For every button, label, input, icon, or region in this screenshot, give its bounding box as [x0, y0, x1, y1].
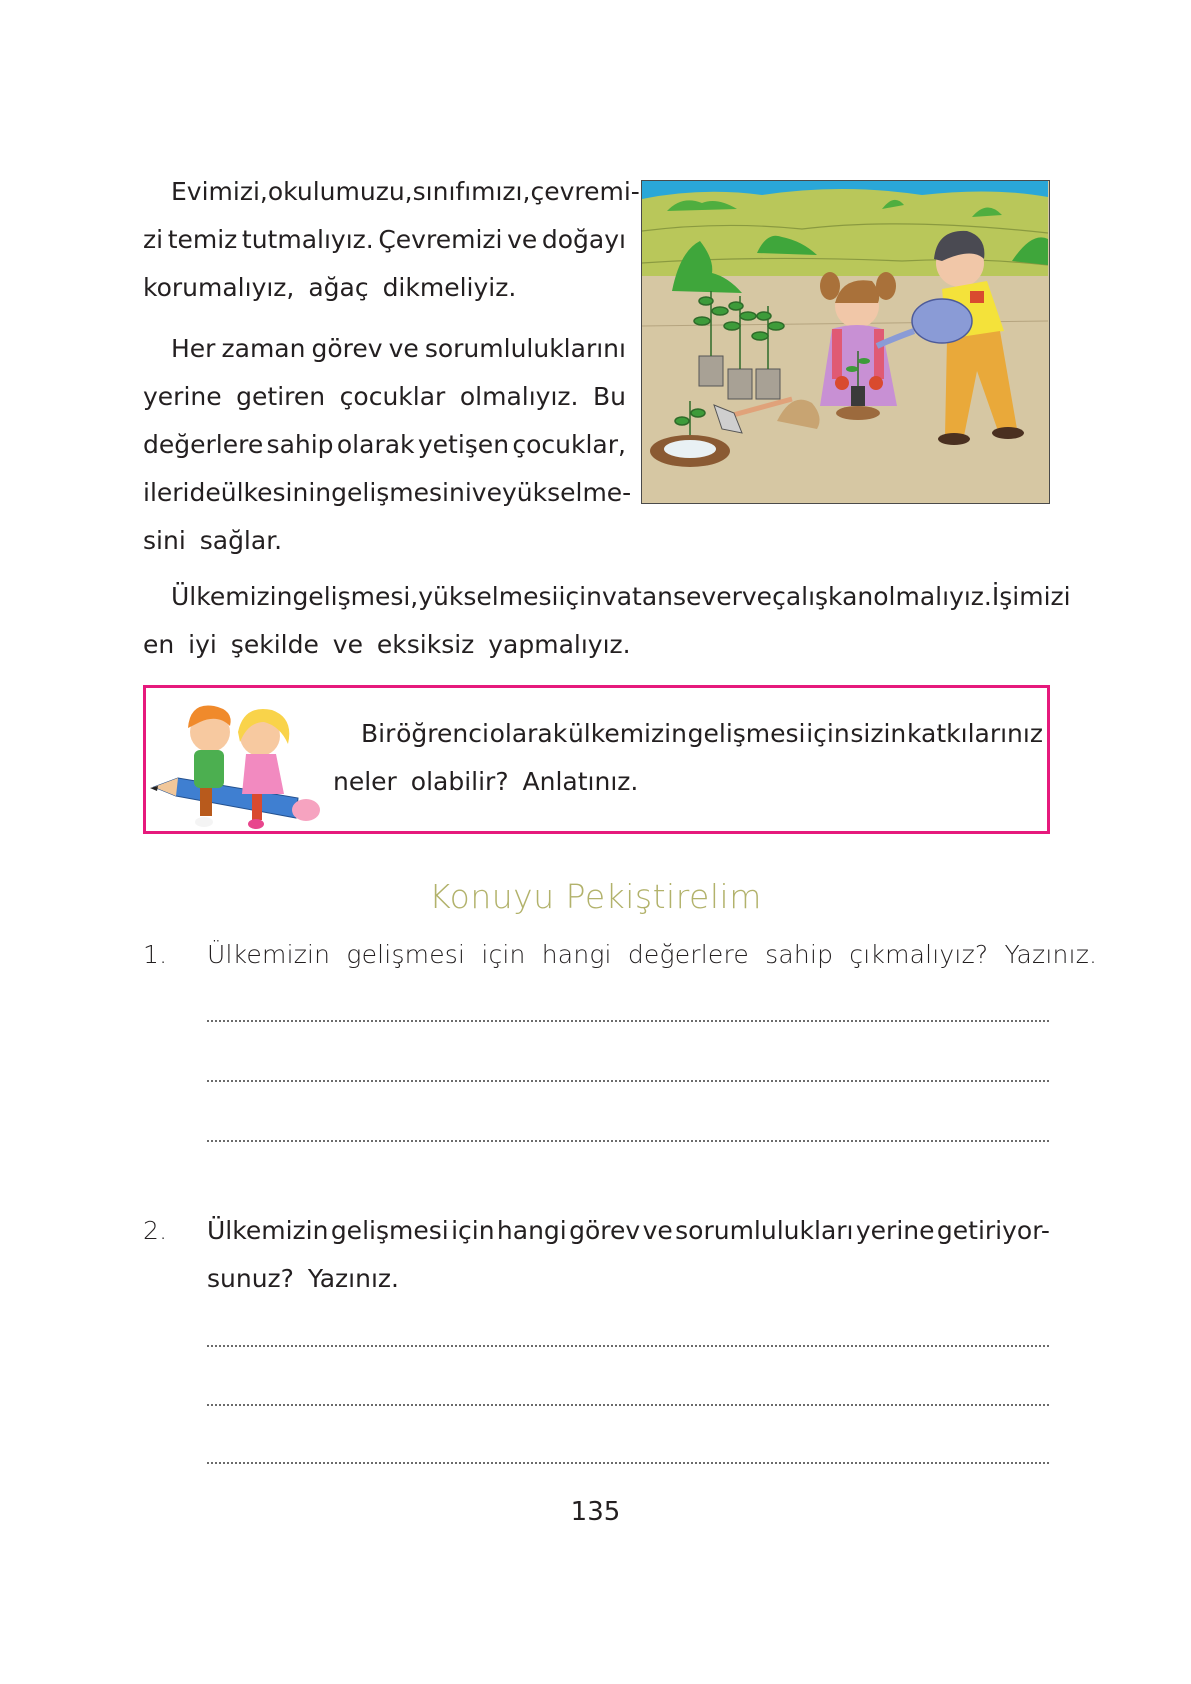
word: olmalıyız.: [459, 382, 579, 411]
word: görev: [569, 1216, 641, 1245]
paragraph-line: [143, 264, 626, 312]
discussion-box: [143, 685, 1050, 834]
word: yükselmesi: [418, 582, 559, 611]
word: tutmalıyız.: [241, 225, 374, 254]
paragraph-line: [143, 517, 626, 565]
word: olarak: [489, 719, 568, 748]
word: hangi: [496, 1216, 567, 1245]
paragraph-line: [143, 168, 640, 216]
answer-line[interactable]: [207, 1080, 1049, 1082]
word: katkılarınız: [906, 719, 1043, 748]
word: olarak: [336, 430, 415, 459]
paragraph-patriotism: [143, 573, 1071, 669]
word: Ülkemizin: [171, 582, 293, 611]
paragraph-line: [143, 325, 626, 373]
word: doğayı: [541, 225, 626, 254]
question-text: [207, 1207, 1050, 1303]
word: sizin: [850, 719, 907, 748]
section-title: Konuyu Pekiştirelim: [429, 877, 762, 916]
word: ve: [507, 225, 538, 254]
answer-line[interactable]: [207, 1404, 1049, 1406]
paragraph-line: [143, 421, 626, 469]
question-text: Ülkemizin gelişmesi için hangi değerlere sahip çıkmalıyız? Yazınız.: [207, 940, 1098, 969]
answer-line[interactable]: [207, 1020, 1049, 1022]
word: çevremi-: [530, 177, 640, 206]
word: çocuklar: [339, 382, 446, 411]
word: olmalıyız.: [873, 582, 992, 611]
word: Evimizi,: [171, 177, 268, 206]
question-number: 1.: [143, 940, 168, 969]
word: yetişen: [417, 430, 510, 459]
paragraph-line: [143, 469, 632, 517]
word: sahip: [266, 430, 334, 459]
paragraph-line: sunuz? Yazınız.: [207, 1264, 399, 1293]
word: sini: [143, 526, 186, 555]
word: çocuklar,: [512, 430, 626, 459]
word: gelişmesi: [687, 719, 806, 748]
discussion-question: [333, 710, 1043, 806]
word: ileride: [143, 478, 221, 507]
word: sorumlulukları: [675, 1216, 854, 1245]
paragraph-line: en iyi şekilde ve eksiksiz yapmalıyız.: [143, 630, 631, 659]
word: temiz: [167, 225, 238, 254]
word: ve: [388, 334, 419, 363]
paragraph-line: [143, 373, 626, 421]
answer-line[interactable]: [207, 1462, 1049, 1464]
paragraph-line: [207, 1207, 1050, 1255]
answer-line[interactable]: [207, 1140, 1049, 1142]
word: öğrenci: [396, 719, 489, 748]
word: Çevremizi: [378, 225, 503, 254]
word: Bir: [361, 719, 396, 748]
word: sınıfımızı,: [412, 177, 531, 206]
word: Bu: [593, 382, 626, 411]
word: çalışkan: [772, 582, 874, 611]
word: için: [806, 719, 850, 748]
word: vatansever: [601, 582, 742, 611]
tree-planting-illustration: [641, 180, 1050, 504]
word: yükselme-: [501, 478, 632, 507]
word: Ülkemizin: [207, 1216, 329, 1245]
word: Her: [171, 334, 216, 363]
tree-planting-icon: [642, 181, 1048, 502]
word: zaman: [221, 334, 306, 363]
word: gelişmesi,: [292, 582, 419, 611]
paragraph-line: [333, 710, 1043, 758]
paragraph-line: neler olabilir? Anlatınız.: [333, 767, 639, 796]
paragraph-responsibilities: [143, 325, 632, 565]
word: korumalıyız,: [143, 273, 295, 302]
word: ve: [471, 478, 502, 507]
word: yerine: [143, 382, 222, 411]
word: yerine: [855, 1216, 935, 1245]
answer-line[interactable]: [207, 1345, 1049, 1347]
word: getiriyor-: [936, 1216, 1050, 1245]
word: ülkemizin: [567, 719, 687, 748]
question-number: 2.: [143, 1216, 168, 1245]
word: dikmeliyiz.: [382, 273, 517, 302]
word: ve: [642, 1216, 673, 1245]
page-number: 135: [570, 1497, 621, 1527]
word: İşimizi: [991, 582, 1071, 611]
paragraph-line: [143, 573, 1071, 621]
word: getiren: [236, 382, 326, 411]
word: zi: [143, 225, 164, 254]
children-on-pencil-icon: [148, 692, 328, 830]
word: görev: [311, 334, 383, 363]
word: okulumuzu,: [267, 177, 413, 206]
word: için: [451, 1216, 495, 1245]
word: ağaç: [308, 273, 369, 302]
word: sorumluluklarını: [424, 334, 626, 363]
paragraph-line: [143, 216, 626, 264]
word: ve: [741, 582, 773, 611]
word: değerlere: [143, 430, 264, 459]
word: gelişmesi: [330, 1216, 449, 1245]
word: sağlar.: [199, 526, 283, 555]
word: ülkesinin: [220, 478, 332, 507]
word: gelişmesini: [331, 478, 472, 507]
word: için: [558, 582, 602, 611]
paragraph-cleanliness: [143, 168, 640, 312]
